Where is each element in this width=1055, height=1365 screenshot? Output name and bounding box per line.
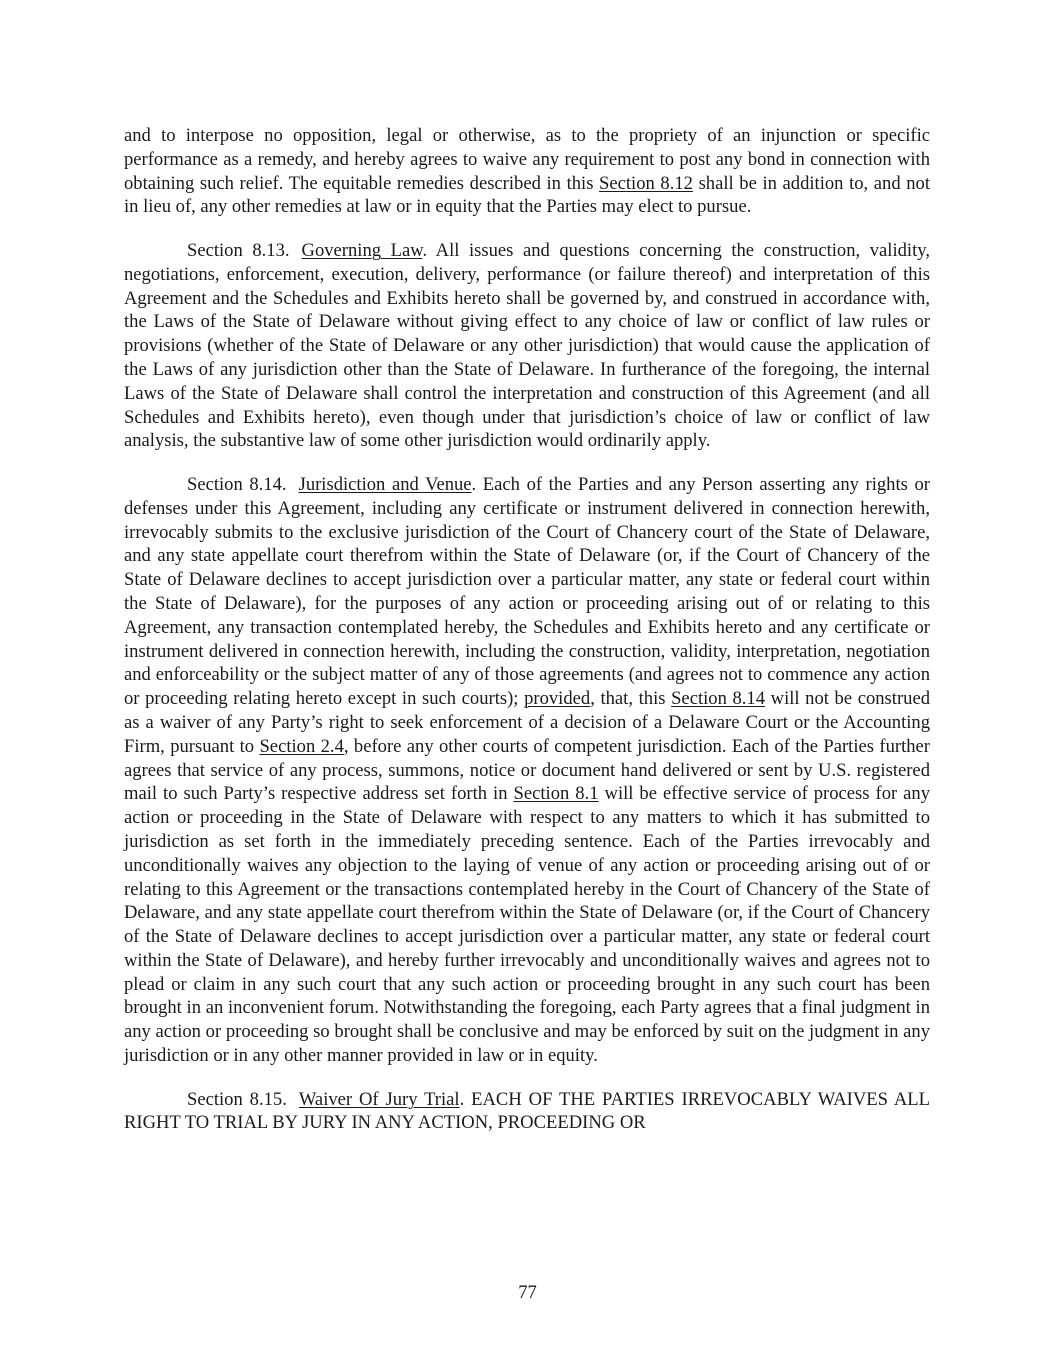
section-body: will be effective service of process for any action or proceeding in the State of Delaware with respect to any matters to which it has submitted to jurisdiction as set forth in the immediately preceding sentence. Each of the Parties irrevocably and unconditionally waives any objection to the laying of venue of any action or proceeding arising out of or relating to this Agreement or the transactions contemplated hereby in the Court of Chancery of the State of Delaware, and any state appellate court therefrom within the State of Delaware (or, if the Court of Chancery of the State of Delaware declines to accept jurisdiction over a particular matter, any state or federal court within the State of Delaware), and hereby further irrevocably and unconditionally waives and agrees not to plead or claim in any such court that any such action or proceeding brought in any such court has been brought in an inconvenient forum. Notwithstanding the foregoing, each Party agrees that a final judgment in any action or proceeding so brought shall be conclusive and may be enforced by suit on the judgment in any jurisdiction or in any other manner provided in law or in equity. <box>124 783 931 1067</box>
section-body: will not be construed as a waiver of any Party’s right to seek enforcement of a decision of a Delaware Court or the Accounting Firm, pursuant to <box>124 688 930 757</box>
section-heading: Governing Law <box>301 239 423 261</box>
section-body: . Each of the Parties and any Person asserting any rights or defenses under this Agreement, including any certificate or instrument delivered in connection herewith, irrevocably submits to the exclusive jurisdiction of the Court of Chancery court of the State of Delaware, and any state appellate court therefrom within the State of Delaware (or, if the Court of Chancery of the State of Delaware declines to accept jurisdiction over a particular matter, any state or federal court within the State of Delaware), for the purposes of any action or proceeding arising out of or relating to this Agreement, any transaction contemplated hereby, the Schedules and Exhibits hereto and any certificate or instrument delivered in connection herewith, including the construction, validity, interpretation, negotiation and enforceability or the subject matter of any of those agreements (and agrees not to commence any action or proceeding relating hereto except in such courts); <box>124 473 930 710</box>
section-body: . EACH OF THE PARTIES IRREVOCABLY WAIVES ALL RIGHT TO TRIAL BY JURY IN ANY ACTION, PROCEEDING OR <box>124 1088 931 1134</box>
cross-reference-section-8-14: Section 8.14 <box>671 688 766 710</box>
section-number: Section 8.13. <box>187 239 290 261</box>
paragraph-text: shall be in addition to, and not in lieu of, any other remedies at law or in equity that the Parties may elect to pursue. <box>124 172 930 218</box>
section-body: . All issues and questions concerning the construction, validity, negotiations, enforcement, execution, delivery, performance (or failure thereof) and interpretation of this Agreement and the Schedules and Exhibits hereto shall be governed by, and construed in accordance with, the Laws of the State of Delaware without giving effect to any choice of law or conflict of law rules or provisions (whether of the State of Delaware or any other jurisdiction) that would cause the application of the Laws of any jurisdiction other than the State of Delaware. In furtherance of the foregoing, the internal Laws of the State of Delaware shall control the interpretation and construction of this Agreement (and all Schedules and Exhibits hereto), even though under that jurisdiction’s choice of law or conflict of law analysis, the substantive law of some other jurisdiction would ordinarily apply. <box>124 239 930 452</box>
section-heading: Waiver Of Jury Trial <box>298 1088 460 1110</box>
section-8-15-paragraph <box>124 1088 930 1136</box>
section-heading: Jurisdiction and Venue <box>298 473 472 495</box>
paragraph-text: and to interpose no opposition, legal or otherwise, as to the propriety of an injunction or specific performance as a remedy, and hereby agrees to waive any requirement to post any bond in connection with obtaining such relief. The equitable remedies described in this <box>124 125 930 194</box>
page-number: 77 <box>518 1282 537 1303</box>
section-number: Section 8.15. <box>187 1088 287 1110</box>
paragraph-continuation <box>124 124 930 219</box>
section-8-14-paragraph <box>124 473 930 1068</box>
section-body: , that, this <box>590 688 672 710</box>
section-number: Section 8.14. <box>187 473 287 495</box>
document-page <box>124 124 930 1135</box>
section-body: , before any other courts of competent jurisdiction. Each of the Parties further agrees that service of any process, summons, notice or document hand delivered or sent by U.S. registered mail to such Party’s respective address set forth in <box>124 735 930 805</box>
provided-term: provided <box>524 688 591 710</box>
section-8-13-paragraph <box>124 239 930 453</box>
cross-reference-section-8-12: Section 8.12 <box>599 172 693 194</box>
cross-reference-section-2-4: Section 2.4 <box>259 735 344 757</box>
cross-reference-section-8-1: Section 8.1 <box>513 783 599 805</box>
